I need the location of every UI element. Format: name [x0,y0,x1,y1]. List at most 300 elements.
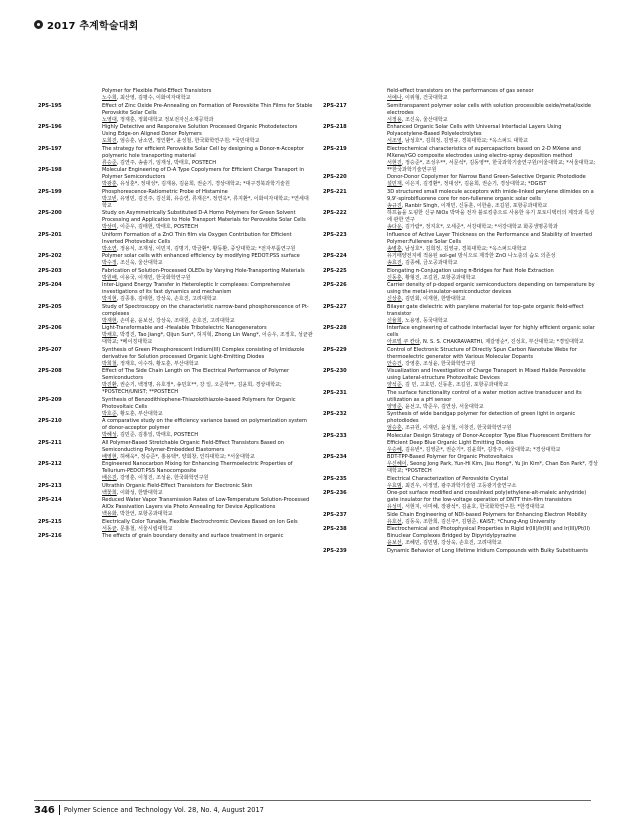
presenting-author: 서현진 [387,159,402,166]
abstract-entry [40,268,310,282]
presenting-author: 송다운 [387,224,402,230]
presenting-author: 박원배 [102,274,117,281]
entry-body [102,232,313,253]
poster-code: 2PS-196 [38,124,62,130]
paper-title: Synthesis of wide bandgap polymer for detection of green light in organic photodiodes [387,411,576,424]
presenting-author: 아르빌 쿠 칸타 [387,339,420,345]
paper-title: Electrical Characterization of Perovskite Crystal [387,475,509,482]
paper-title: Donor-Donor Copolymer for Narrow Band Green-Selective Organic Photodiode [387,174,586,180]
poster-code: 2PS-210 [38,418,62,424]
poster-code: 2PS-217 [323,102,347,109]
paper-title: Polymer solar cells with enhanced efficiency by modifying PEDOT:PSS surface [102,253,300,259]
co-authors-affiliation: , 황형진, 조길원, 포항공과대학교 [401,274,476,281]
abstract-entry [325,411,595,432]
conference-logo-icon [34,20,43,29]
abstract-entry [40,304,310,325]
author-list [387,461,598,475]
presenting-author: 도희진 [102,138,117,144]
entry-body [387,368,598,389]
entry-body [102,210,313,231]
entry-body [102,461,313,482]
presenting-author: 유호선 [387,518,402,525]
presenting-author: 배영현 [102,453,117,460]
abstract-entry [40,232,310,253]
entry-body [387,189,598,210]
poster-code: 2PS-225 [323,267,347,274]
entry-body [387,124,598,145]
poster-code: 2PS-206 [38,325,62,331]
co-authors-affiliation: , 박경진, Tao Jiang*, Qijun Sun*, 허지혁, Zhong Lin Wang*, 이승우, 조정호, 성균관대학교; *베이징대학교 [102,332,313,345]
presenting-author: 우승혜 [387,446,402,453]
poster-code: 2PS-219 [323,145,347,152]
author-list [387,318,598,325]
presenting-author: 박호준 [102,410,117,417]
co-authors-affiliation: , 조신욱, 울산대학교 [116,260,163,266]
page-footer [34,804,264,816]
co-authors-affiliation: , 남성호*, 김희정, 김영규, 경북대학교; *옥스퍼드대학교 [401,245,527,252]
presenting-author: 송규진 [387,202,402,209]
author-list [102,318,313,325]
author-list [102,260,313,267]
abstract-entry [40,282,310,303]
presenting-author: 박재현 [102,317,117,324]
entry-body [102,497,313,518]
presenting-author: 박수정 [102,260,117,266]
author-list [102,432,313,439]
entry-body [387,325,598,346]
entry-body [387,548,598,555]
entry-body [387,282,598,303]
co-authors-affiliation: , 김종홍, 김태헌, 강상욱, 손호진, 고려대학교 [116,296,217,302]
presenting-author: 송병훈 [387,245,402,252]
presenting-author: 송효진 [387,260,402,266]
entry-body [102,103,313,124]
author-list [387,260,598,267]
entry-body [387,268,598,282]
co-authors-affiliation: , 김가람*, 정지호*, 오세준*, 서강대학교; *서강대학교 화공생명공학과 [401,224,558,230]
paper-title: Carrier density of p-doped organic semiconductors depending on temperature by using the metal-insulator-semiconductor devices [387,282,595,295]
abstract-entry [325,390,595,411]
author-list [387,95,598,102]
poster-code: 2PS-229 [323,346,347,353]
entry-body [387,476,598,490]
entry-body [102,325,313,346]
poster-code: 2PS-195 [38,102,62,109]
presenting-author: 노수희 [102,95,117,101]
author-list [387,425,598,432]
author-list [387,224,598,231]
poster-code: 2PS-214 [38,497,62,503]
paper-title: Phosphorescence-Ratiometric Probe of Histamine [102,188,228,195]
entry-body [387,454,598,475]
paper-title: Molecular Design Strategy of Donor-Acceptor Type Blue Fluorescent Emitters for Efficient Deep Blue Organic Light Emitting Diodes [387,432,592,446]
author-list [387,275,598,282]
header-title: 2017 추계학술대회 [47,20,139,32]
paper-title: Reduced Water Vapor Transmission Rates of Low-Temperature Solution-Processed AlOx Passivation Layers via Photo Annealing for Device Applications [102,497,310,510]
presenting-author: 박혜성 [102,432,117,438]
poster-code: 2PS-202 [38,253,62,259]
entry-body [102,124,313,145]
abstract-entry [325,526,595,547]
presenting-author: 우신혜이 [387,461,407,467]
co-authors-affiliation: , 권순기, 백정명, 유호정*, 송민호**, 강 일, 오준학**, 김윤희, 경상대학교; *POSTECH/UNIST; **POSTECH [102,382,282,395]
abstract-entry [325,232,595,253]
entry-body [387,146,598,174]
abstract-entry [40,124,310,145]
poster-code: 2PS-239 [323,547,347,554]
author-list [387,160,598,174]
poster-code: 2PS-233 [323,432,347,439]
entry-body [102,189,313,210]
presenting-author: 설민재 [387,181,402,187]
abstract-entry [40,88,310,102]
author-list [102,160,313,167]
presenting-author: 안승건 [387,360,402,367]
author-list [387,382,598,389]
author-list [102,332,313,346]
presenting-author: 양영준 [387,403,402,410]
poster-code: 2PS-231 [323,389,347,396]
paper-title: Visualization and Investigation of Charge Transport in Mixed Halide Perovskite using Lateral-structure Photovoltaic Devices [387,368,586,381]
poster-code: 2PS-223 [323,231,347,238]
entry-body [387,526,598,547]
abstract-entry [40,440,310,461]
paper-title: Enhanced Organic Solar Cells with Universal Interfacial Layers Using Polyacetylene-Based Polyelectrolytes [387,124,562,137]
presenting-author: 신율희 [387,317,402,324]
abstract-entry [325,253,595,267]
co-authors-affiliation: , 정재훈, 정회대학교 정보전자신소재공학과 [116,116,214,123]
entry-body [387,210,598,231]
author-list [102,411,313,418]
poster-code: 2PS-205 [38,303,62,310]
author-list [102,490,313,497]
paper-title: Bilayer gate dielectric with parylene material for top-gate organic field-effect transistor [387,303,584,317]
poster-code: 2PS-211 [38,439,62,446]
co-authors-affiliation: , 이준우, 김태헌, 박태호, POSTECH [116,224,199,230]
presenting-author: 백용화 [102,511,117,517]
co-authors-affiliation: , 정용식, 조재성, 이민지, 김명기, 박금환*, 황동환, 중앙대학교; *전자부품연구원 [116,245,296,252]
co-authors-affiliation: , 김종혜, 금오공과대학교 [401,260,458,266]
entry-body [387,347,598,368]
presenting-author: 박희철 [102,360,117,367]
paper-title: 3D structured small molecule acceptors with imide-linked perylene diimides on a 9,9'-spirobifluorene core for non-fullerene organic solar cells [387,188,594,202]
co-authors-affiliation: , 조규원, 이재민, 윤성철, 이창진, 한국화학연구원 [401,425,512,431]
abstract-entry [325,124,595,145]
poster-code: 2PS-216 [38,533,62,539]
entry-body [102,519,313,533]
abstract-entry [40,418,310,439]
entry-body [102,533,313,540]
co-authors-affiliation: , 정승준*, 조성우**, 서문석*, 김동영**, 한국과학기술연구원/서울대학교; *서울대학교; **한국과학기술연구원 [387,159,596,173]
entry-body [102,368,313,396]
abstract-entry [325,433,595,454]
paper-title: The surface functionality control of a water motion active transducer and its utilization as a pH sensor [387,389,582,403]
co-authors-affiliation: , 김 민, 고효민, 신동훈, 조길원, 포항공과대학교 [401,382,509,388]
entry-body [102,397,313,418]
paper-title: Dynamic Behavior of Long lifetime Iridium Compounds with Bulky Substituents [387,547,589,554]
entry-body [387,390,598,411]
poster-code: 2PS-221 [323,188,347,195]
paper-title: Light-Transformable and -Healable Tribotelectric Nanogenerators [102,325,267,331]
presenting-author: 배은진 [102,475,117,481]
paper-title: 하프늄을 도핑한 신규 NiOx 박막을 전자 블로킹층으로 사용한 유기 포토디텍터의 제작과 특성에 관한 연구 [387,210,595,223]
page-header [34,16,594,32]
abstract-entry [325,325,595,346]
paper-title: Fabrication of Solution-Processed OLEDs by Varying Hole-Transporting Materials [102,267,305,274]
co-authors-affiliation: , Seong Jong Park, Yun-Hi Kim, Jisu Hong*, Yu Jin Kim*, Chan Eon Park*, 경상대학교; *POSTECH [387,461,598,474]
presenting-author: 신동훈 [387,274,402,281]
entry-body [102,347,313,368]
abstract-entry [325,548,595,555]
abstract-entry [40,497,310,518]
presenting-author: 엄승훈 [387,425,402,431]
entry-body [387,232,598,253]
paper-title: All Polymer-Based Stretchable Organic Field-Effect Transistors Based on Semiconducting Polymer-Embedded Elastomers [102,439,284,453]
author-list [387,296,598,303]
abstract-entry [325,103,595,124]
abstract-entry [40,397,310,418]
presenting-author: 서동균 [102,525,117,532]
entry-body [102,253,313,267]
abstract-entry [325,282,595,303]
co-authors-affiliation: , N. S. S. CHAKRAVARTHI, 제갈영순*, 진성호, 부산대학교; *경일대학교 [419,339,584,345]
paper-title: 유기태양전지에 적용된 sol-gel 방식으로 제작한 ZnO 나노층의 습도 의존성 [387,253,556,259]
abstract-entry [325,304,595,325]
presenting-author: 박채호 [102,332,117,338]
entry-body [102,304,313,325]
poster-code: 2PS-200 [38,210,62,216]
entry-body [102,268,313,282]
poster-code: 2PS-222 [323,210,347,216]
author-list [387,246,598,253]
abstract-entry [325,368,595,389]
presenting-author: 박진환 [102,382,117,388]
presenting-author: 노영대 [102,116,117,123]
entry-body [387,411,598,432]
entry-body [387,433,598,454]
author-list [387,203,598,210]
poster-code: 2PS-218 [323,124,347,130]
author-list [387,117,598,124]
paper-title: Side Chain Engineering of NDI-based Polymers for Enhancing Electron Mobility [387,511,587,518]
co-authors-affiliation: , 김동욱, 조한희, 김신주*, 김범준, KAIST; *Chung-Ang University [401,518,556,525]
author-list [102,296,313,303]
co-authors-affiliation: , 이용국, 이재민, 한국화학연구원 [116,274,191,281]
co-authors-affiliation: , 최진우, 이정열, 광주과학기술원 고등광기술연구소 [401,482,517,489]
paper-title: Control of Electronic Structure of Directly Spun Carbon Nanotube Webs for thermoelectric generator with Various Molecular Dopants [387,346,577,360]
abstract-entry [38,325,313,346]
paper-title: Effect of The Side Chain Length on The Electrical Performance of Polymer Semiconductors [102,368,290,381]
entry-body [387,88,598,102]
co-authors-affiliation: , 황도훈, 부산대학교 [116,410,163,417]
entry-body [102,88,313,102]
paper-title: Electrochemical characteristics of supercapacitors based on 2-D MXene and MXene/rGO composite electrodes using electro-spray deposition method [387,145,581,159]
co-authors-affiliation: , 허해욱*, 정승준*, 홍용택*, 양회창, 인하대학교; *서울대학교 [116,453,255,460]
co-authors-affiliation: , 최산영, 김평수, 이화여자대학교 [116,95,191,101]
abstract-entry [325,146,595,174]
paper-title: Engineered Nanocarbon Mixing for Enhancing Thermoelectric Properties of Tellurium-PEDOT:PSS Nanocomposite [102,461,293,474]
presenting-author: 윤보선 [387,540,402,546]
co-authors-affiliation: , 강영훈, 조성윤, 한국화학연구원 [401,360,476,367]
co-authors-affiliation: , 엄승훈, 남소연, 정인환*, 윤성철, 한국화학연구원; *국민대학교 [116,138,260,144]
author-list [102,361,313,368]
poster-code: 2PS-224 [323,253,347,259]
paper-title: Effect of Zinc Oxide Pre-Annealing on Formation of Perovskite Thin Films for Stable Perovskite Solar Cells [102,102,313,116]
poster-code: 2PS-213 [38,482,62,489]
co-authors-affiliation: , 김민회, 이재현, 한밭대학교 [401,296,466,302]
presenting-author: 우효범 [387,482,402,489]
author-list [102,224,313,231]
entry-body [102,418,313,439]
entry-body [387,304,598,325]
abstract-entry [325,512,595,526]
co-authors-affiliation: , 이위형, 건국대학교 [401,95,448,101]
poster-code: 2PS-230 [323,368,347,374]
paper-title: The strategy for efficient Perovskite Solar Cell by designing a Donor-π-Acceptor polymeric hole transporting material [102,145,304,159]
co-authors-affiliation: , Ranbir Singh, 이재민, 신동훈, 이한솔, 조길원, 포항공과대학교 [401,202,548,209]
paper-title: Synthesis of Green Phosphorescent Iridium(III) Complex consisting of Imidazole derivative for Solution processed Organic Light-Emitting Diodes [102,346,305,360]
entry-body [387,512,598,526]
paper-title: Synthesis of Benzodithiophene-Thiazolothiazole-based Polymers for Organic Photovoltaic Cells [102,396,296,410]
paper-title: One-pot surface modified and crosslinked poly(ethylene-alt-maleic anhydride) gate insulator for the low-voltage operation of DNTT thin-film transistors [387,490,587,503]
co-authors-affiliation: , 정재호, 이수하, 황도훈, 부산대학교 [116,360,199,367]
presenting-author: 박지현 [102,296,117,302]
author-list [387,504,598,511]
poster-code: 2PS-236 [323,490,347,496]
paper-title: Elongating π-Conjugation using π-Bridges for Fast Hole Extraction [387,267,554,274]
author-list [387,540,598,547]
paper-title: Highly Detective and Responsive Solution Processed Organic Photodetectors Using Edge-on Aligned Donor Polymers [102,124,298,137]
author-list [102,95,313,102]
paper-title: field-effect transistors on the performances of gas sensor [387,88,534,94]
paper-title: Ultrathin Organic Field-Effect Transistors for Electronic Skin [102,482,253,489]
poster-code: 2PS-212 [38,461,62,467]
abstract-entry [40,368,310,396]
footer-divider [34,800,591,801]
author-list [387,404,598,411]
paper-title: Inter-Ligand Energy Transfer in Heteroleptic Ir complexes: Comprehensive investigations of its fast dynamics and mechanism [102,282,291,295]
presenting-author: 류승준 [102,159,117,166]
paper-title: Semitransparent polymer solar cells with solution processible oxide/metal/oxide electrodes [387,102,591,116]
co-authors-affiliation: , 윤선고, 박준우, 김연상, 서울대학교 [401,403,484,410]
co-authors-affiliation: , 강영훈, 이청진, 조성윤, 한국화학연구원 [116,475,209,481]
co-authors-affiliation: , 노용영, 동국대학교 [401,317,448,324]
poster-code: 2PS-228 [323,325,347,331]
co-authors-affiliation: , 김민준, 김홍일, 박태호, POSTECH [116,432,199,438]
paper-title: A comparative study on the efficiency variance based on polymerization system of donor-acceptor polymer [102,418,307,431]
abstract-entry [40,483,310,497]
paper-title: Study on Asymmetrically Substituted D-A Homo Polymers for Green Solvent Processing and Application to Hole Transport Materials for Perovskite Solar Cells [102,210,306,223]
abstract-entry [325,268,595,282]
abstract-entry [325,476,595,490]
presenting-author: 서조영 [387,138,402,144]
co-authors-affiliation: , 유성훈*, 정대성*, 김재용, 김윤희, 권순기, 경상대학교; *대구경북과학기술원 [116,181,290,187]
author-list [387,483,598,490]
abstract-entry [325,88,595,102]
author-list [387,447,598,454]
co-authors-affiliation: , 손미윤, 윤보선, 강상욱, 조대원, 손호진, 고려대학교 [116,317,235,324]
co-authors-affiliation: , 김연주, 송솔기, 임재성, 박태호, POSTECH [116,159,217,166]
co-authors-affiliation: , 서현지, 이미혜, 장광석*, 김윤호, 한국화학연구원; *한경대학교 [401,504,545,510]
poster-code: 2PS-204 [38,282,62,288]
abstract-entry [40,347,310,368]
poster-code: 2PS-235 [323,475,347,482]
abstract-entry [325,174,595,188]
author-list [387,519,598,526]
author-list [102,138,313,145]
poster-code: 2PS-215 [38,518,62,525]
poster-code: 2PS-199 [38,188,62,195]
paper-title: Study of Spectroscopy on the characteristic narrow-band phosphorescence of Pt-complexes [102,303,309,317]
presenting-author: 유성미 [387,504,402,510]
author-list [102,275,313,282]
paper-title: Interface engineering of cathode interfacial layer for highly efficient organic solar cells [387,325,595,338]
abstract-entry [325,210,595,231]
poster-code: 2PS-209 [38,396,62,403]
abstract-entry [325,490,595,511]
poster-code: 2PS-237 [323,511,347,518]
co-authors-affiliation: , 조신욱, 울산대학교 [401,116,448,123]
presenting-author: 백꽃희 [102,489,117,496]
author-list [102,196,313,210]
entry-body [102,483,313,497]
poster-code: 2PS-208 [38,368,62,374]
paper-title: BDT-TPP-Based Polymer for Organic Photovoltaics [387,454,513,460]
poster-code: 2PS-207 [38,346,62,353]
abstract-entry [325,189,595,210]
entry-body [387,174,598,188]
presenting-author: 박광훈 [102,181,117,187]
abstract-entry [38,102,313,124]
co-authors-affiliation: , 김유빈*, 김영준*, 권순기*, 김윤희*, 김장주, 서울대학교; *경상대학교 [401,446,561,453]
presenting-author: 박소연 [102,245,117,252]
co-authors-affiliation: , 이은지, 김경환*, 정대성*, 김윤희, 권순기, 경상대학교; *DGIST [401,181,547,187]
co-authors-affiliation: , 이화성, 한밭대학교 [116,489,163,496]
presenting-author: 박고빈 [102,195,117,202]
abstract-entry [40,253,310,267]
entry-body [102,146,313,167]
right-column [323,88,598,555]
abstract-entry [40,146,310,167]
entry-body [387,490,598,511]
journal-citation: Polymer Science and Technology Vol. 28, No. 4, August 2017 [63,806,264,814]
abstract-entry [323,454,598,475]
left-column [38,88,313,541]
abstract-entry [40,461,310,482]
poster-code: 2PS-201 [38,231,62,238]
paper-title: Electrically Color Tunable, Flexible Electrochromic Devices Based on Ion Gels [102,518,298,525]
presenting-author: 서예나 [387,95,402,101]
entry-body [102,167,313,188]
author-list [102,382,313,396]
footer-separator [59,805,60,815]
co-authors-affiliation: , 박찬언, 포항공과대학교 [116,511,173,517]
abstract-entry [40,167,310,188]
abstract-entry [40,189,310,210]
entry-body [387,103,598,124]
abstract-entry [325,347,595,368]
poster-code: 2PS-232 [323,411,347,417]
author-list [102,511,313,518]
paper-title: Uniform Formation of a ZnO Thin film via Oxygen Contribution for Efficient Inverted Photovoltaic Cells [102,231,292,245]
abstract-entry [40,533,310,540]
entry-body [102,282,313,303]
co-authors-affiliation: , 조혜민, 김민범, 강상욱, 손호진, 고려대학교 [401,540,502,546]
author-list [102,526,313,533]
author-list [387,138,598,145]
author-list [387,361,598,368]
author-list [102,454,313,461]
